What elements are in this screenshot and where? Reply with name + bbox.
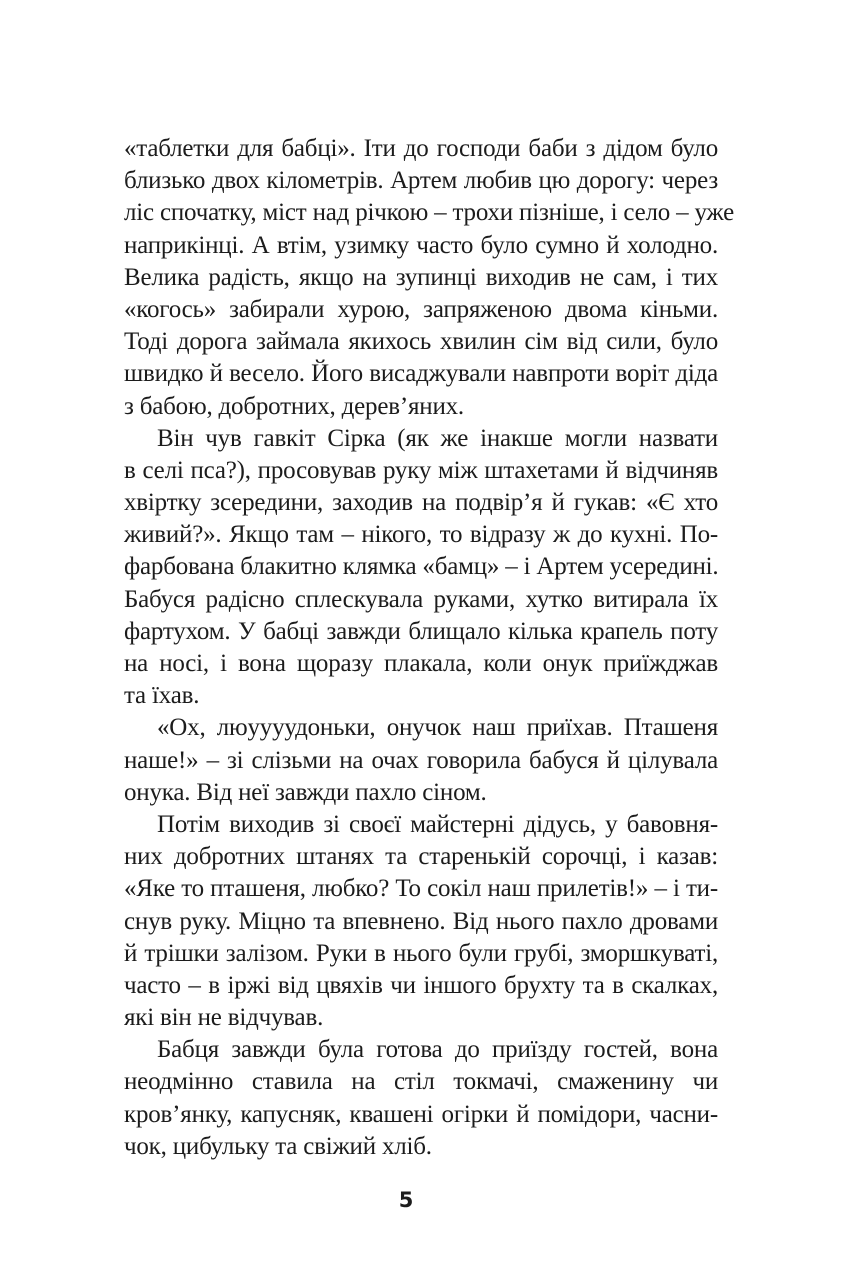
text-line: Велика радість, якщо на зупинці виходив не сам, і тих bbox=[124, 263, 718, 291]
text-line: часто – в іржі від цвяхів чи іншого брухту та в скалках, bbox=[124, 971, 718, 999]
text-line: фартухом. У бабці завжди блищало кілька крапель поту bbox=[124, 617, 718, 645]
text-line: наприкінці. А втім, узимку часто було сумно й холодно. bbox=[124, 231, 718, 259]
text-line: «Яке то пташеня, любко? То сокіл наш прилетів!» – і ти- bbox=[124, 875, 718, 903]
text-line: наше!» – зі слізьми на очах говорила бабуся й цілувала bbox=[124, 746, 718, 774]
text-line: неодмінно ставила на стіл токмачі, смаженину чи bbox=[124, 1068, 718, 1096]
text-line: швидко й весело. Його висаджували навпроти воріт діда bbox=[124, 360, 718, 388]
body-text bbox=[124, 133, 735, 1163]
text-line: на носі, і вона щоразу плакала, коли онук приїжджав bbox=[124, 650, 718, 677]
text-line: живий?». Якщо там – нікого, то відразу ж до кухні. По- bbox=[124, 521, 718, 549]
text-line: Потім виходив зі своєї майстерні дідусь, у бавовня- bbox=[157, 810, 718, 838]
text-line: чок, цибульку та свіжий хліб. bbox=[124, 1132, 432, 1160]
text-line: них добротних штанях та старенькій сорочці, і казав: bbox=[124, 843, 718, 871]
text-line: й трішки залізом. Руки в нього були грубі, зморшкуваті, bbox=[124, 939, 718, 967]
text-line: ліс спочатку, міст над річкою – трохи пізніше, і село – уже bbox=[124, 199, 735, 227]
page-number: 5 bbox=[398, 1188, 414, 1212]
text-line: які він не відчував. bbox=[124, 1004, 324, 1032]
text-line: онука. Від неї завжди пахло сіном. bbox=[124, 778, 487, 806]
text-line: Бабуся радісно сплескувала руками, хутко витирала їх bbox=[124, 585, 718, 613]
text-line: хвіртку зсередини, заходив на подвір’я й гукав: «Є хто bbox=[124, 489, 718, 517]
text-line: «Ох, люуууудоньки, онучок наш приїхав. Пташеня bbox=[157, 714, 718, 742]
text-line: «когось» забирали хурою, запряженою двома кіньми. bbox=[124, 295, 718, 323]
text-line: «таблетки для бабці». Іти до господи баби з дідом було bbox=[124, 135, 718, 162]
text-line: снув руку. Міцно та впевнено. Від нього пахло дровами bbox=[124, 907, 718, 935]
text-line: в селі пса?), просовував руку між штахетами й відчиняв bbox=[124, 456, 718, 484]
text-line: Тоді дорога займала якихось хвилин сім від сили, було bbox=[124, 328, 718, 356]
text-line: кров’янку, капусняк, квашені огірки й помідори, часни- bbox=[124, 1100, 718, 1128]
text-line: близько двох кілометрів. Артем любив цю дорогу: через bbox=[124, 167, 718, 195]
text-line: фарбована блакитно клямка «бамц» – і Артем усередині. bbox=[124, 553, 719, 581]
text-line: та їхав. bbox=[124, 682, 200, 710]
text-line: Він чув гавкіт Сірка (як же інакше могли назвати bbox=[157, 424, 718, 452]
text-line: Бабця завжди була готова до приїзду гостей, вона bbox=[157, 1036, 718, 1064]
text-line: з бабою, добротних, дерев’яних. bbox=[124, 392, 464, 420]
